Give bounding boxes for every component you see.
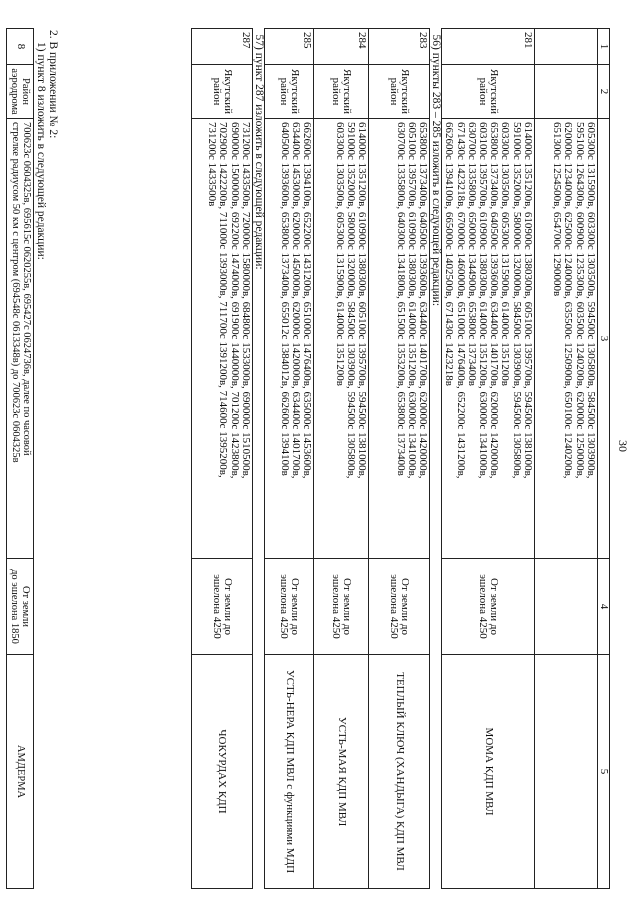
point8-table — [6, 28, 34, 889]
row-region: Якутский район — [313, 65, 368, 119]
row-number: 283 — [368, 29, 429, 65]
section-heading: 57) пункт 287 изложить в следующей редакции: — [252, 29, 264, 889]
row-number: 287 — [191, 29, 252, 65]
table-row — [7, 29, 34, 889]
row-region: Район аэродрома — [7, 65, 34, 119]
row-coordinates: 662600с 1394100в, 652200с 1431200в, 651000с 1476400в, 635000с 1453600в, 634400с 1453000в, 620000с 1450000в, 620000с 1420000в, 634400с 1401700в, 640500с 1393600в, 653800с 1373400в, 655012с 1384012в, 662600с 1394100в — [264, 119, 313, 559]
column-header-5: 5 — [597, 655, 609, 889]
row-number — [534, 29, 597, 65]
row-coordinates: 700623с 0604325в, 695615с 0620255в, 695427с 0624736в, далее по часовой стрелке радиусом 50 км с центром (694548с 0613348в) до 700623с 0604325в — [7, 119, 34, 559]
row-altitude: От земли до эшелона 1850 — [7, 559, 34, 655]
row-altitude: От земли до эшелона 4250 — [264, 559, 313, 655]
row-coordinates: 614000с 1351200в, 610900с 1380300в, 605100с 1395700в, 594500с 1381000в, 591000с 1352000в, 580000с 1320000в, 584500с 1303900в, 594500с 1305800в, 603300с 1303500в, 605300с 1315900в, 614000с 1351200в — [313, 119, 368, 559]
row-coordinates: 653800с 1373400в, 640500с 1393600в, 634400с 1401700в, 620000с 1420000в, 605100с 1395700в, 610900с 1380300в, 614000с 1351200в, 630000с 1341000в, 630700с 1335800в, 640300с 1341800в, 651500с 1353200в, 653800с 1373400в — [368, 119, 429, 559]
table-row — [534, 29, 597, 889]
column-header-4: 4 — [597, 559, 609, 655]
page-number: 30 — [616, 440, 630, 452]
row-name: УСТЬ-НЕРА КДП МВЛ с функциями МДП — [264, 655, 313, 889]
point8-heading: 1) пункт 8 изложить в следующей редакции: — [35, 42, 47, 260]
row-altitude: От земли до эшелона 4250 — [313, 559, 368, 655]
column-header-1: 1 — [597, 29, 609, 65]
table-row — [368, 29, 429, 889]
row-name: УСТЬ-МАЯ КДП МВЛ — [313, 655, 368, 889]
row-region — [534, 65, 597, 119]
row-region: Якутский район — [264, 65, 313, 119]
appendix-heading: 2. В приложении № 2: — [47, 30, 59, 139]
table-header-row — [597, 29, 609, 889]
row-region: Якутский район — [191, 65, 252, 119]
row-name — [534, 655, 597, 889]
table-row — [442, 29, 535, 889]
row-name: ТЕПЛЫЙ КЛЮЧ (ХАНДЫГА) КДП МВЛ — [368, 655, 429, 889]
row-altitude: От земли до эшелона 4250 — [191, 559, 252, 655]
row-number: 281 — [442, 29, 535, 65]
table-row — [313, 29, 368, 889]
row-coordinates: 605300с 1315900в, 603300с 1303500в, 594500с 1305800в, 584500с 1303900в, 595100с 1264300в, 600900с 1235300в, 603500с 1240200в, 620000с 1250000в, 620000с 1234000в, 625000с 1240000в, 635500с 1250900в, 650100с 1240200в, 651300с 1254500в, 654700с 1290000в — [534, 119, 597, 559]
row-number: 285 — [264, 29, 313, 65]
table-row — [191, 29, 252, 889]
airspace-table — [191, 28, 610, 889]
row-name: АМДЕРМА — [7, 655, 34, 889]
row-altitude: От земли до эшелона 4250 — [368, 559, 429, 655]
row-coordinates: 731200с 1433500в, 720000с 1580000в, 684800с 1533000в, 690000с 1510500в, 690000с 1500000в, 692200с 1474000в, 691900с 1440000в, 701200с 1423800в, 702900с 1422200в, 711000с 1393000в, 711700с 1391200в, 714600с 1395200в, 731200с 1433500в — [191, 119, 252, 559]
row-name: ЧОКУРДАХ КДП — [191, 655, 252, 889]
row-coordinates: 614000с 1351200в, 610900с 1380300в, 605100с 1395700в, 594500с 1381000в, 591000с 1352000в, 580000с 1320000в, 584500с 1303900в, 594500с 1305800в, 603300с 1303500в, 605300с 1315900в, 614000с 1351200в 653800с 1373400в, 640500с 1393600в, 634400с 1401700в, 620000с 1420000в, 603100с 1395700в, 610900с 1380300в, 614000с 1351200в, 630000с 1341000в, 630700с 1335800в, 650000с 1344900в, 653800с 1373400в 671430с 1423218в, 670000с 1460000в, 651000с 1476400в, 652200с 1431200в, 662600с 1394100в, 665000с 1402500в, 671430с 1423218в — [442, 119, 535, 559]
section-heading-row — [252, 29, 264, 889]
row-region: Якутский район — [442, 65, 535, 119]
row-altitude — [534, 559, 597, 655]
row-name: МОМА КДП МВЛ — [442, 655, 535, 889]
row-region: Якутский район — [368, 65, 429, 119]
section-heading: 56) пункты 283 – 285 изложить в следующей редакции: — [429, 29, 441, 889]
column-header-3: 3 — [597, 119, 609, 559]
row-altitude: От земли до эшелона 4250 — [442, 559, 535, 655]
table-row — [264, 29, 313, 889]
column-header-2: 2 — [597, 65, 609, 119]
row-number: 8 — [7, 29, 34, 65]
row-number: 284 — [313, 29, 368, 65]
section-heading-row — [429, 29, 441, 889]
